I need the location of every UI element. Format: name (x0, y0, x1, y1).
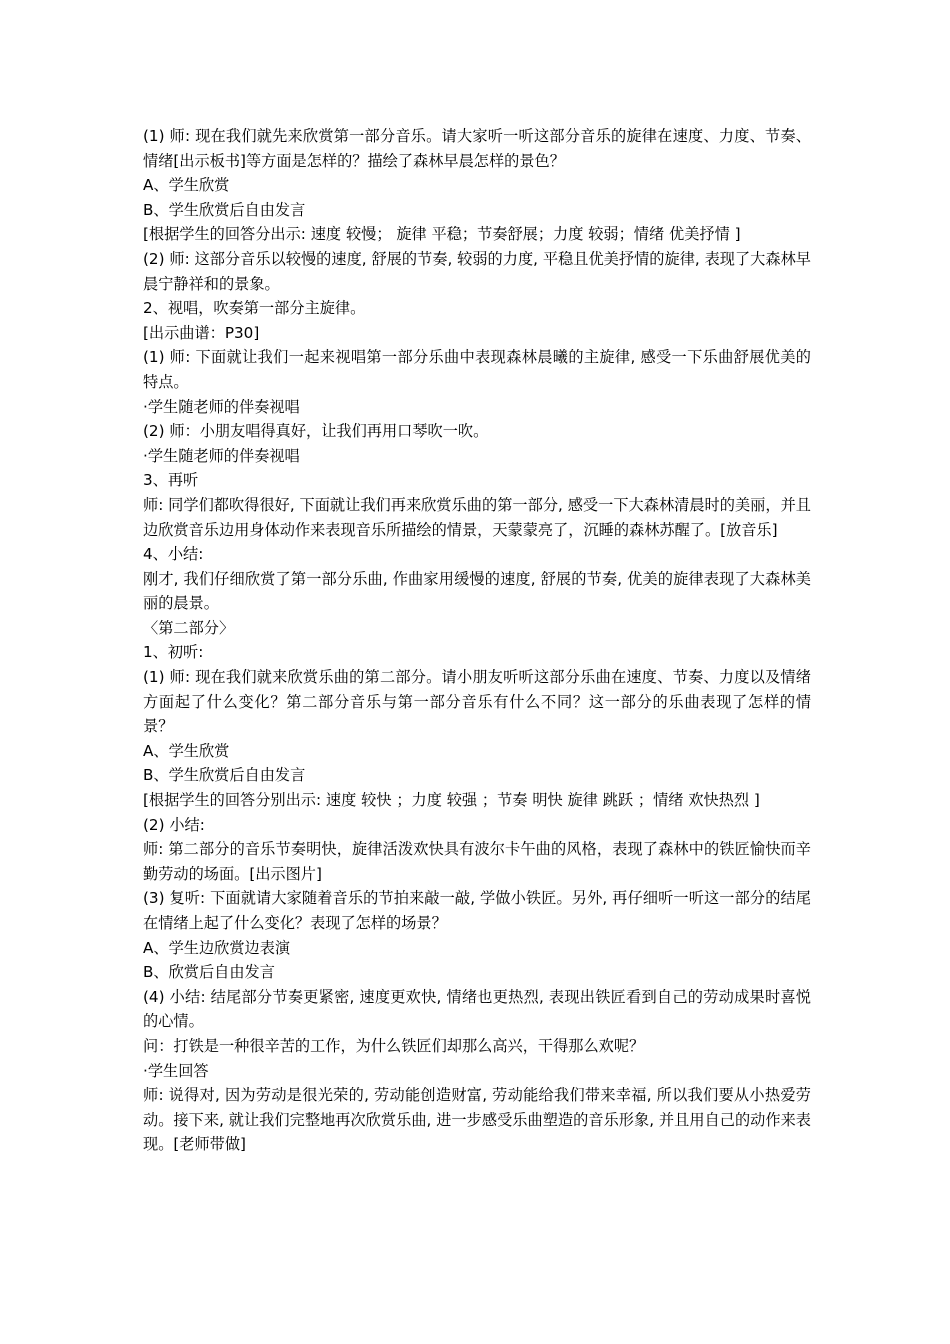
paragraph-relisten-part2: (3) 复听: 下面就请大家随着音乐的节拍来敲一敲, 学做小铁匠。另外, 再仔细听一听这一部分的结尾在情绪上起了什么变化？表现了怎样的场景？ (143, 889, 811, 932)
paragraph-closing: 师: 说得对, 因为劳动是很光荣的, 劳动能创造财富, 劳动能给我们带来幸福, 所以我们要从小热爱劳动。接下来, 就让我们完整地再次欣赏乐曲, 进一步感受乐曲塑造的音乐形象, 并且用自己的动作来表现。[老师带做] (143, 1086, 811, 1154)
section-heading-first-listen: 1、初听: (143, 643, 204, 662)
question-blacksmith: 问：打铁是一种很辛苦的工作，为什么铁匠们却那么高兴，干得那么欢呢？ (143, 1036, 645, 1055)
paragraph-part2-conclusion: 师: 第二部分的音乐节奏明快，旋律活泼欢快具有波尔卡午曲的风格，表现了森林中的铁匠愉快而辛勤劳动的场面。[出示图片] (143, 840, 811, 883)
step-student-speak: B、学生欣赏后自由发言 (143, 200, 306, 219)
section-heading-summary: 4、小结: (143, 545, 204, 564)
document-body (143, 124, 811, 1157)
step-student-listen: A、学生欣赏 (143, 176, 230, 195)
step-student-listen-2: A、学生欣赏 (143, 741, 230, 760)
step-student-speak-2: B、学生欣赏后自由发言 (143, 766, 306, 785)
paragraph-harmonica: (2) 师：小朋友唱得真好，让我们再用口琴吹一吹。 (143, 422, 489, 441)
score-reference: [出示曲谱：P30] (143, 323, 260, 342)
paragraph-sight-singing: (1) 师: 下面就让我们一起来视唱第一部分乐曲中表现森林晨曦的主旋律, 感受一下乐曲舒展优美的特点。 (143, 348, 811, 391)
paragraph-ending-summary: (4) 小结: 结尾部分节奏更紧密, 速度更欢快, 情绪也更热烈, 表现出铁匠看到自己的劳动成果时喜悦的心情。 (143, 987, 811, 1031)
blackboard-summary-part2: [根据学生的回答分别出示: 速度 较快 ；力度 较强 ；节奏 明快 旋律 跳跃 ；情绪 欢快热烈 ] (143, 791, 760, 810)
paragraph-part2-question: (1) 师: 现在我们就来欣赏乐曲的第二部分。请小朋友听听这部分乐曲在速度、节奏、力度以及情绪方面起了什么变化？第二部分音乐与第一部分音乐有什么不同？这一部分的乐曲表现了怎样的情景？ (143, 668, 811, 736)
section-heading-sight-singing: 2、视唱，吹奏第一部分主旋律。 (143, 299, 366, 318)
section-heading-relisten: 3、再听 (143, 471, 199, 490)
paragraph-relisten: 师: 同学们都吹得很好, 下面就让我们再来欣赏乐曲的第一部分, 感受一下大森林清晨时的美丽，并且边欣赏音乐边用身体动作来表现音乐所描绘的情景，天蒙蒙亮了，沉睡的森林苏醒了。[放音乐] (143, 495, 811, 539)
section-heading-part2: 〈第二部分〉 (143, 618, 235, 637)
step-listen-perform: A、学生边欣赏边表演 (143, 938, 291, 957)
step-speak-after-listen: B、欣赏后自由发言 (143, 963, 275, 982)
paragraph-part1-conclusion: (2) 师: 这部分音乐以较慢的速度, 舒展的节奏, 较弱的力度, 平稳且优美抒情的旋律, 表现了大森林早晨宁静祥和的景象。 (143, 249, 811, 293)
section-heading-summary-2: (2) 小结: (143, 815, 205, 834)
blackboard-summary-part1: [根据学生的回答分出示: 速度 较慢； 旋律 平稳；节奏舒展；力度 较弱；情绪 优美抒情 ] (143, 225, 741, 244)
paragraph-part1-question: (1) 师: 现在我们就先来欣赏第一部分音乐。请大家听一听这部分音乐的旋律在速度、力度、节奏、情绪[出示板书]等方面是怎样的？描绘了森林早晨怎样的景色？ (143, 127, 811, 170)
step-student-answer: ·学生回答 (143, 1061, 209, 1080)
step-follow-accompaniment: ·学生随老师的伴奏视唱 (143, 397, 300, 416)
paragraph-summary-part1: 刚才, 我们仔细欣赏了第一部分乐曲, 作曲家用缓慢的速度, 舒展的节奏, 优美的旋律表现了大森林美丽的晨景。 (143, 569, 811, 613)
step-follow-accompaniment-2: ·学生随老师的伴奏视唱 (143, 446, 300, 465)
